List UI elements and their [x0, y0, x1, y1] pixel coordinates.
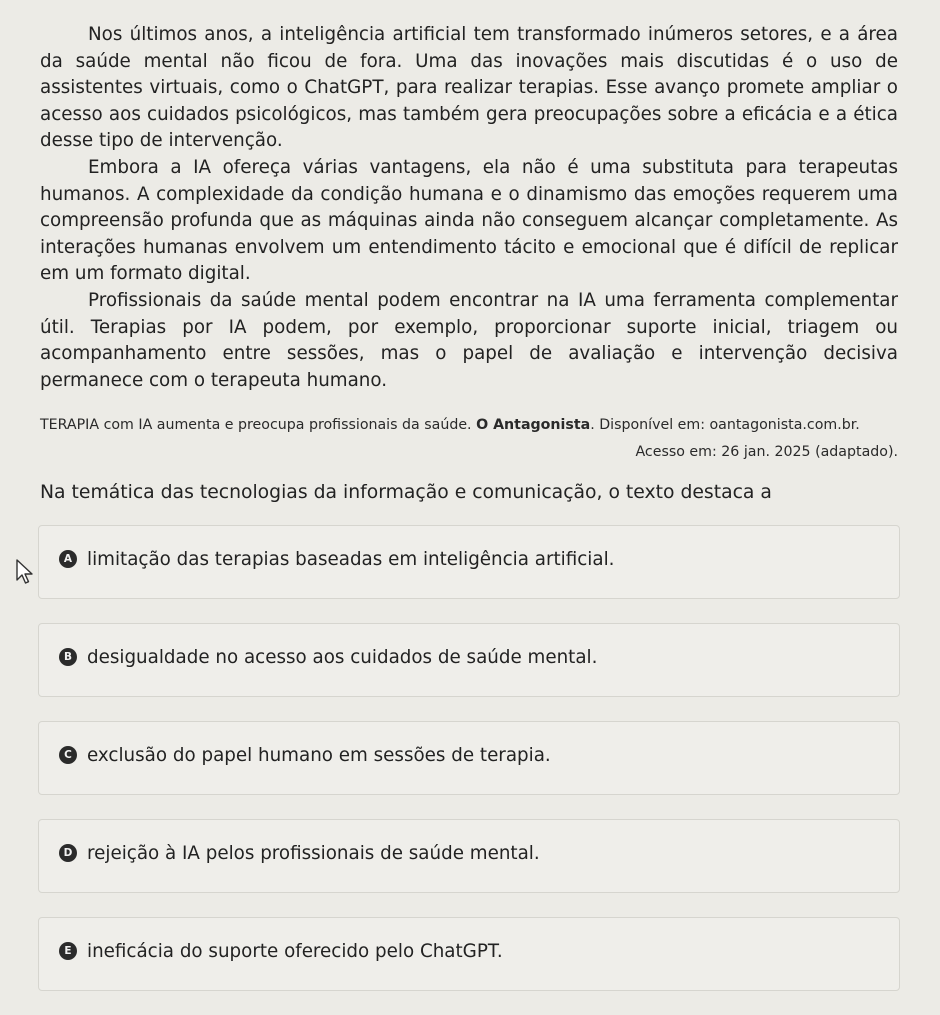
- option-e[interactable]: [38, 917, 900, 991]
- option-b-badge: B: [59, 648, 77, 666]
- citation-title: TERAPIA com IA aumenta e preocupa profissionais da saúde.: [40, 417, 472, 433]
- passage-text: [40, 22, 898, 394]
- option-b-text: desigualdade no acesso aos cuidados de saúde mental.: [87, 646, 598, 668]
- paragraph-3: Profissionais da saúde mental podem encontrar na IA uma ferramenta complementar útil. Terapias por IA podem, por exemplo, proporcionar suporte inicial, triagem ou acompanhamento entre sessões, mas o papel de avaliação e intervenção decisiva permanece com o terapeuta humano.: [40, 289, 898, 391]
- option-d[interactable]: [38, 819, 900, 893]
- mouse-cursor-icon: [14, 558, 36, 586]
- option-b[interactable]: [38, 623, 900, 697]
- option-e-badge: E: [59, 942, 77, 960]
- option-a-badge: A: [59, 550, 77, 568]
- question-stem: Na temática das tecnologias da informação e comunicação, o texto destaca a: [40, 482, 772, 503]
- option-d-badge: D: [59, 844, 77, 862]
- answer-options: [38, 525, 900, 1015]
- citation-available: . Disponível em: oantagonista.com.br.: [590, 417, 860, 433]
- citation-accessed: Acesso em: 26 jan. 2025 (adaptado).: [635, 444, 898, 460]
- option-a[interactable]: [38, 525, 900, 599]
- option-c[interactable]: [38, 721, 900, 795]
- paragraph-2: Embora a IA ofereça várias vantagens, ela não é uma substituta para terapeutas humanos. A complexidade da condição humana e o dinamismo das emoções requerem uma compreensão profunda que as máquinas ainda não conseguem alcançar completamente. As interações humanas envolvem um entendimento tácito e emocional que é difícil de replicar em um formato digital.: [40, 156, 898, 285]
- option-d-text: rejeição à IA pelos profissionais de saúde mental.: [87, 842, 540, 864]
- option-e-text: ineficácia do suporte oferecido pelo ChatGPT.: [87, 940, 503, 962]
- option-a-text: limitação das terapias baseadas em inteligência artificial.: [87, 548, 615, 570]
- citation-source: O Antagonista: [476, 417, 591, 433]
- option-c-badge: C: [59, 746, 77, 764]
- source-citation: [40, 412, 898, 466]
- option-c-text: exclusão do papel humano em sessões de terapia.: [87, 744, 551, 766]
- citation-line-1: [40, 412, 898, 439]
- paragraph-1: Nos últimos anos, a inteligência artificial tem transformado inúmeros setores, e a área da saúde mental não ficou de fora. Uma das inovações mais discutidas é o uso de assistentes virtuais, como o ChatGPT, para realizar terapias. Esse avanço promete ampliar o acesso aos cuidados psicológicos, mas também gera preocupações sobre a eficácia e a ética desse tipo de intervenção.: [40, 24, 898, 152]
